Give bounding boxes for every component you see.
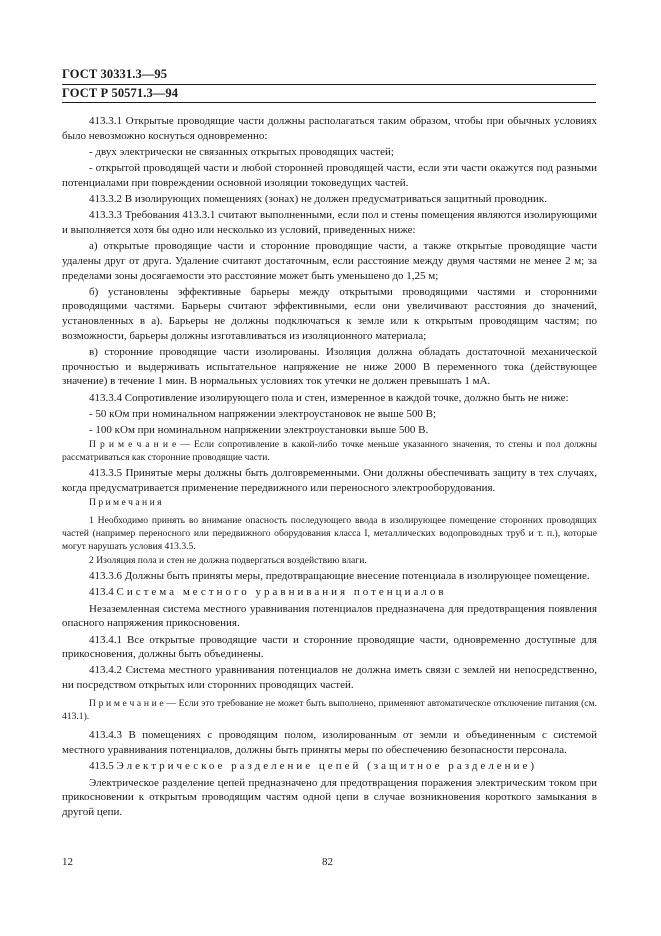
paragraph: 413.3.2 В изолирующих помещениях (зонах) не должен предусматриваться защитный проводник.	[89, 193, 547, 206]
notes-heading: П р и м е ч а н и я	[89, 497, 162, 509]
note-text: Если это требование не может быть выполнено, применяют автоматическое отключение питания (см. 413.1).	[62, 697, 597, 722]
paragraph: 413.4.1 Все открытые проводящие части и сторонние проводящие части, одновременно доступные для прикосновения, должны быть объединены.	[62, 633, 597, 661]
list-item: в) сторонние проводящие части изолированы. Изоляция должна обладать достаточной механической прочностью и выдерживать испытательное напряжение не ниже 2000 В переменного тока (действующее значение) в течение 1 мин. В нормальных условиях ток утечки не должен превышать 1 мА.	[62, 346, 597, 388]
note-item: 1 Необходимо принять во внимание опасность последующего ввода в изолирующее помещение сторонних проводящих частей (например переносного или передвижного оборудования класса I, металлических водопроводных труб и т. п.), которые могут нарушать условия 413.3.5.	[62, 515, 597, 552]
page-number-center: 82	[322, 856, 333, 868]
note	[62, 439, 597, 465]
standard-code-1: ГОСТ 30331.3—95	[62, 67, 168, 81]
header-rule-1	[62, 84, 596, 85]
note-lead: П р и м е ч а н и е —	[89, 439, 194, 451]
section-number: 413.5	[89, 760, 117, 773]
note-text: Если сопротивление в какой-либо точке меньше указанного значения, то стены и пол должны рассматриваться как сторонние проводящие части.	[62, 439, 597, 464]
paragraph: 413.3.1 Открытые проводящие части должны располагаться таким образом, чтобы при обычных условиях было невозможно коснуться одновременно:	[62, 115, 597, 142]
list-item: - 100 кОм при номинальном напряжении электроустановки выше 500 В.	[89, 424, 429, 437]
section-name: Система местного уравнивания потенциалов	[116, 586, 447, 599]
paragraph: 413.3.4 Сопротивление изолирующего пола и стен, измеренное в каждой точке, должно быть не ниже:	[89, 391, 569, 404]
paragraph: 413.4.3 В помещениях с проводящим полом, изолированным от земли и объединенным с системой местного уравнивания потенциалов, должны быть приняты меры по обеспечению безопасности персонала.	[62, 729, 597, 757]
standard-code-2: ГОСТ Р 50571.3—94	[62, 86, 179, 100]
list-item: - открытой проводящей части и любой сторонней проводящей части, если эти части окажутся под разными потенциалами при повреждении основной изоляции токоведущих частей.	[62, 162, 597, 189]
note	[62, 698, 597, 724]
paragraph: Электрическое разделение цепей предназначено для предотвращения поражения электрическим током при прикосновении к открытым проводящим частям одной цепи в случае возникновения короткого замыкания в другой цепи.	[62, 776, 597, 818]
paragraph: 413.3.5 Принятые меры должны быть долговременными. Они должны обеспечивать защиту в тех случаях, когда предусматривается применение передвижного или переносного электрооборудования.	[62, 467, 597, 495]
note-item: 2 Изоляция пола и стен не должна подвергаться воздействию влаги.	[89, 554, 367, 566]
note-lead: П р и м е ч а н и е —	[89, 697, 179, 709]
section-title	[62, 585, 597, 600]
list-item: б) установлены эффективные барьеры между открытыми проводящими частями и сторонними проводящими частями. Барьеры считают эффективными, если они увеличивают расстояния до значений, установленных в а). Барьеры не должны подключаться к земле или к открытым проводящим частям; по возможности, барьеры должны изготавливаться из изоляционного материала;	[62, 285, 597, 342]
paragraph: Незаземленная система местного уравнивания потенциалов предназначена для предотвращения появления опасного напряжения прикосновения.	[62, 602, 597, 630]
page-number-left: 12	[62, 856, 73, 868]
list-item: - 50 кОм при номинальном напряжении электроустановок не выше 500 В;	[89, 407, 437, 420]
section-title	[62, 759, 597, 774]
body-text	[62, 114, 597, 821]
list-item: а) открытые проводящие части и сторонние проводящие части, а также открытые проводящие части удалены друг от друга. Удаление считают достаточным, если расстояние между двумя частями не менее 2 м; за пределами зоны досягаемости это расстояние может быть уменьшено до 1,25 м;	[62, 240, 597, 282]
paragraph: 413.3.6 Должны быть приняты меры, предотвращающие внесение потенциала в изолирующее помещение.	[89, 570, 590, 583]
section-number: 413.4	[89, 586, 117, 599]
header-rule-2	[62, 102, 596, 103]
list-item: - двух электрически не связанных открытых проводящих частей;	[89, 145, 394, 158]
section-name: Электрическое разделение цепей (защитное разделение)	[116, 760, 538, 773]
paragraph: 413.3.3 Требования 413.3.1 считают выполненными, если пол и стены помещения являются изолирующими и выполняется хотя бы одно или несколько из условий, приведенных ниже:	[62, 209, 597, 236]
paragraph: 413.4.2 Система местного уравнивания потенциалов не должна иметь связи с землей ни непосредственно, ни посредством открытых или сторонних проводящих частей.	[62, 664, 597, 692]
